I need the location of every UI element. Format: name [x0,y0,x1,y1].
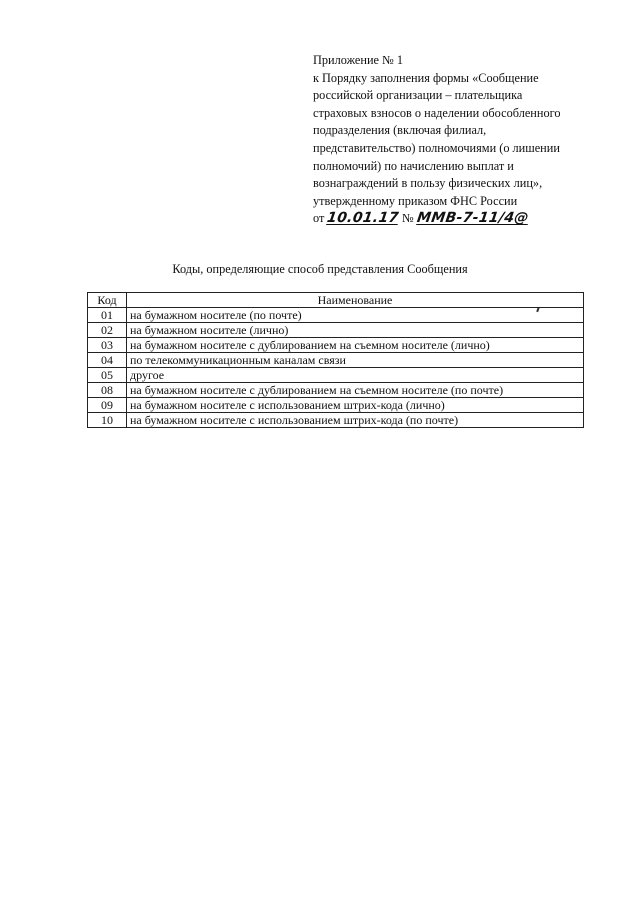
header-code: Код [88,293,127,308]
cell-name: на бумажном носителе с дублированием на съемном носителе (лично) [127,338,584,353]
appendix-block [313,52,603,228]
table-row [88,353,584,368]
cell-name: на бумажном носителе (по почте) [127,308,584,323]
cell-code: 02 [88,323,127,338]
cell-name: другое [127,368,584,383]
header-name: Наименование [127,293,584,308]
table-header-row [88,293,584,308]
table-row [88,338,584,353]
handwritten-order-number: ММВ-7-11/4@ [415,210,530,227]
order-date-line [313,210,603,228]
cell-code: 01 [88,308,127,323]
appendix-line: страховых взносов о наделении обособленного [313,105,561,120]
appendix-line: утвержденному приказом ФНС России [313,193,518,208]
table-row [88,368,584,383]
table-row [88,308,584,323]
appendix-line: к Порядку заполнения формы «Сообщение [313,70,539,85]
handwritten-date: 10.01.17 [326,210,401,227]
appendix-line: Приложение № 1 [313,53,404,67]
cell-code: 09 [88,398,127,413]
appendix-line: представительство) полномочиями (о лишении [313,140,560,155]
cell-code: 10 [88,413,127,428]
appendix-line: вознаграждений в пользу физических лиц», [313,176,543,191]
cell-code: 08 [88,383,127,398]
cell-name: на бумажном носителе с использованием штрих-кода (лично) [127,398,584,413]
appendix-line: российской организации – плательщика [313,88,523,103]
appendix-line: полномочий) по начислению выплат и [313,158,514,173]
cell-code: 05 [88,368,127,383]
table-heading: Коды, определяющие способ представления Сообщения [172,262,468,276]
cell-name: на бумажном носителе с дублированием на съемном носителе (по почте) [127,383,584,398]
cell-code: 03 [88,338,127,353]
codes-table [87,292,584,428]
date-prefix: от [313,211,325,226]
table-row [88,398,584,413]
number-sign: № [402,211,414,226]
cell-name: на бумажном носителе с использованием штрих-кода (по почте) [127,413,584,428]
cell-name: на бумажном носителе (лично) [127,323,584,338]
table-row [88,383,584,398]
table-row [88,413,584,428]
cell-name: по телекоммуникационным каналам связи [127,353,584,368]
table-row [88,323,584,338]
appendix-line: подразделения (включая филиал, [313,123,487,138]
cell-code: 04 [88,353,127,368]
